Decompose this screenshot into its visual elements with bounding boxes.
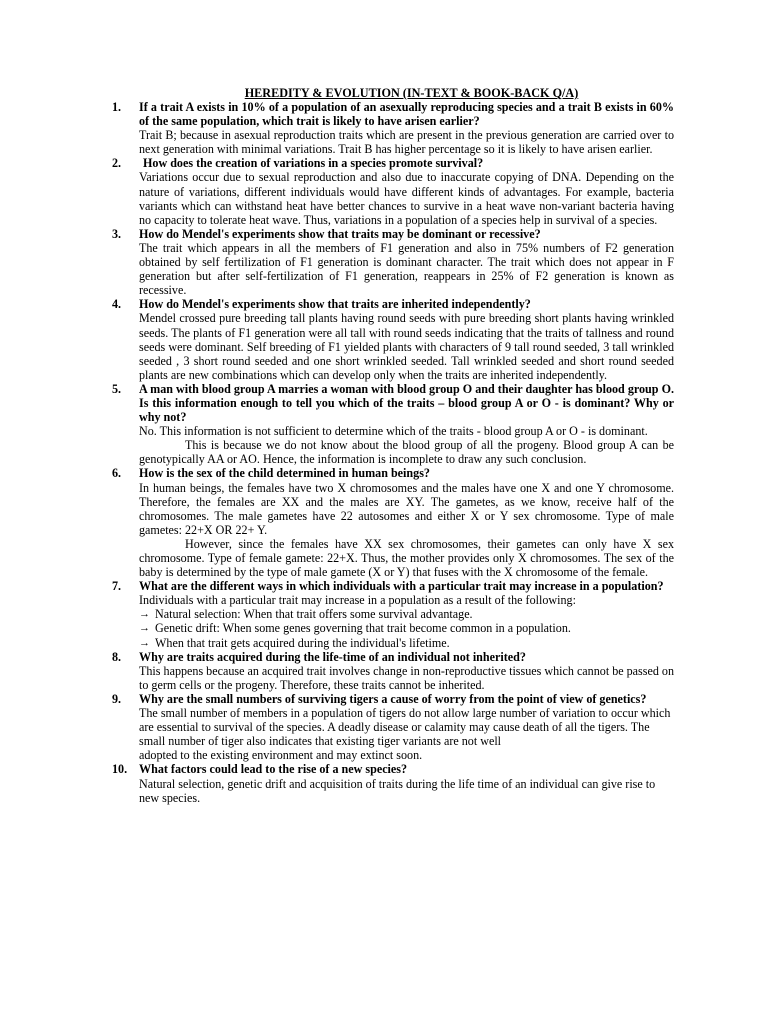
answer-block — [139, 481, 674, 580]
question-text: Why are the small numbers of surviving tigers a cause of worry from the point of view of genetics? — [139, 691, 647, 706]
qa-item-6 — [112, 466, 674, 580]
answer-paragraph: This happens because an acquired trait involves change in non-reproductive tissues which cannot be passed on to germ cells or the progeny. Therefore, these traits cannot be inherited. — [139, 663, 674, 692]
qa-item-2 — [112, 156, 674, 227]
answer-block — [139, 664, 674, 692]
document-title: HEREDITY & EVOLUTION (IN-TEXT & BOOK-BACK Q/A) — [244, 86, 579, 100]
qa-item-9 — [112, 691, 674, 763]
answer-block — [139, 424, 674, 466]
question-text: A man with blood group A marries a woman with blood group O and their daughter has blood group O. Is this information enough to tell you which of the traits – blood group A or O - is dominant? Why or why not? — [139, 381, 674, 425]
answer-paragraph: In human beings, the females have two X chromosomes and the males have one X and one Y chromosome. Therefore, the females are XX and the males are XY. The gametes, as we know, receive half of the chromosomes. The male gametes have 22 autosomes and either X or Y sex chromosome. Type of male gametes: 22+X OR 22+ Y. — [139, 480, 674, 537]
answer-block — [139, 128, 674, 156]
answer-block — [139, 593, 674, 649]
bullet-text: Genetic drift: When some genes governing that trait become common in a population. — [155, 621, 571, 636]
qa-item-10 — [112, 762, 674, 805]
answer-paragraph: Variations occur due to sexual reproduction and also due to inaccurate copying of DNA. Depending on the nature of variations, different individuals would have different kinds of advantages. For example, bacteria variants which can withstand heat have better chances to survive in a heat wave non-variant bacteria having no capacity to tolerate heat wave. Thus, variations in a population of a species help in survival of a species. — [139, 170, 674, 227]
answer-block — [139, 241, 674, 297]
answer-paragraph: Mendel crossed pure breeding tall plants having round seeds with pure breeding short plants having wrinkled seeds. The plants of F1 generation were all tall with round seeds indicating that the traits of tallness and round seeds were dominant. Self breeding of F1 yielded plants with characters of 9 tall round seeded, 3 tall wrinkled seeded , 3 short round seeded and one short wrinkled seeded. Tall wrinkled seeded and short round seeded plants are new combinations which can develop only when the traits are inherited independently. — [139, 311, 674, 382]
answer-paragraph: However, since the females have XX sex chromosomes, their gametes can only have X sex chromosome. Type of female gamete: 22+X. Thus, the mother provides only X chromosomes. The sex of the baby is determined by the type of male gamete (X or Y) that fuses with the X chromosome of the female. — [139, 536, 674, 580]
qa-item-5 — [112, 381, 674, 467]
bullet-text: When that trait gets acquired during the individual's lifetime. — [155, 635, 450, 650]
question-text: How does the creation of variations in a species promote survival? — [143, 156, 484, 171]
question-text: Why are traits acquired during the life-time of an individual not inherited? — [139, 649, 526, 664]
arrow-bullet-icon: → — [139, 608, 150, 621]
question-number: 7. — [112, 579, 122, 594]
answer-block — [139, 777, 674, 805]
answer-paragraph: No. This information is not sufficient to determine which of the traits - blood group A or O - is dominant. — [139, 424, 648, 439]
bullet-item — [139, 636, 674, 650]
answer-paragraph: Trait B; because in asexual reproduction traits which are present in the previous generation are carried over to next generation with minimal variations. Trait B has higher percentage so it is likely to have arisen earlier. — [139, 128, 674, 157]
question-number: 3. — [112, 226, 122, 241]
qa-item-8 — [112, 649, 674, 692]
question-number: 4. — [112, 297, 122, 312]
question-text: What factors could lead to the rise of a new species? — [139, 762, 408, 777]
answer-paragraph: Natural selection, genetic drift and acquisition of traits during the life time of an individual can give rise to new species. — [139, 776, 656, 805]
bullet-text: Natural selection: When that trait offers some survival advantage. — [155, 607, 473, 622]
question-number: 1. — [112, 100, 122, 114]
answer-paragraph: This is because we do not know about the blood group of all the progeny. Blood group A can be genotypically AA or AO. Hence, the information is incomplete to draw any such conclusion. — [139, 438, 674, 467]
question-number: 2. — [112, 156, 122, 171]
answer-paragraph: The trait which appears in all the members of F1 generation and also in 75% numbers of F2 generation obtained by self fertilization of F1 generation is dominant character. The trait which does not appear in F generation but after self-fertilization of F1 generation, reappears in 25% of F2 generation is known as recessive. — [139, 240, 674, 298]
question-text: If a trait A exists in 10% of a population of an asexually reproducing species and a trait B exists in 60% of the same population, which trait is likely to have arisen earlier? — [139, 100, 674, 129]
qa-item-4 — [112, 297, 674, 382]
answer-paragraph: adopted to the existing environment and may extinct soon. — [139, 748, 423, 763]
question-number: 8. — [112, 649, 122, 664]
question-text: How do Mendel's experiments show that traits may be dominant or recessive? — [139, 226, 541, 241]
qa-item-3 — [112, 226, 674, 298]
qa-item-1 — [112, 100, 674, 157]
bullet-item — [139, 607, 674, 621]
answer-paragraph: The small number of members in a population of tigers do not allow large number of variation to occur which are essential to survival of the species. A deadly disease or calamity may cause death of all the tigers. The small number of tiger also indicates that existing tiger variants are not well — [139, 706, 671, 749]
question-number: 9. — [112, 691, 122, 706]
question-number: 6. — [112, 466, 122, 481]
bullet-list — [139, 607, 674, 649]
question-text: What are the different ways in which individuals with a particular trait may increase in a population? — [139, 579, 664, 594]
answer-paragraph: Individuals with a particular trait may increase in a population as a result of the following: — [139, 593, 576, 608]
arrow-bullet-icon: → — [139, 636, 150, 649]
question-number: 10. — [112, 762, 128, 777]
answer-block — [139, 706, 674, 762]
question-number: 5. — [112, 381, 122, 396]
question-text: How do Mendel's experiments show that traits are inherited independently? — [139, 297, 531, 312]
arrow-bullet-icon: → — [139, 622, 150, 635]
answer-block — [139, 311, 674, 381]
qa-item-7 — [112, 579, 674, 650]
question-text: How is the sex of the child determined in human beings? — [139, 466, 430, 481]
bullet-item — [139, 621, 674, 635]
answer-block — [139, 170, 674, 226]
